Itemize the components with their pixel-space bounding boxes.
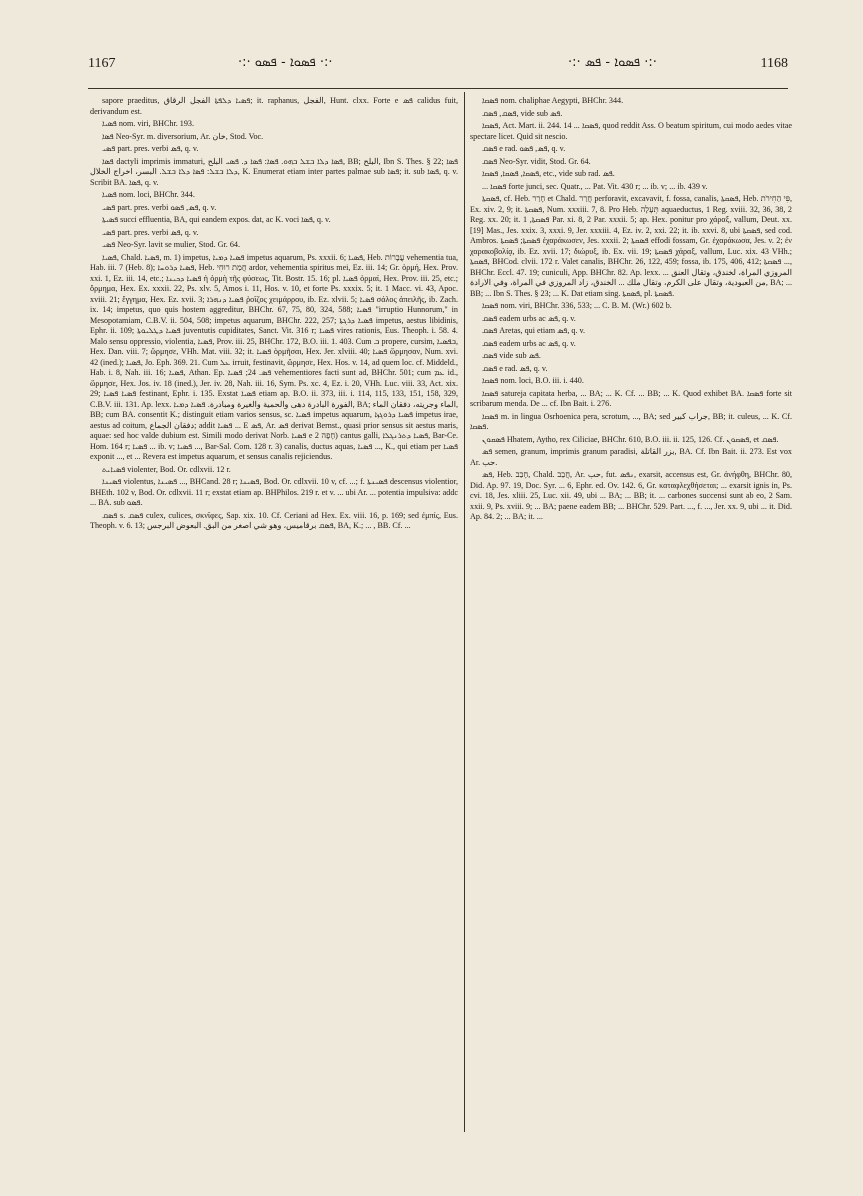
dictionary-entry: ܦܣܩܐ nom. chaliphae Aegypti, BHChr. 344. [482, 96, 624, 105]
left-column [90, 96, 458, 1136]
page-header [88, 52, 788, 78]
dictionary-entry: ܦܣܩ s. ܦܣܩ culex, culices, σκνῖφες, Sap. xix. 10. Cf. Ceriani ad Hex. Ex. viii. 16, p. 169; sed ἐμπίς, Eus. Theoph. v. 6. 13; ܦܣܩ برقاميس، وهو شي اصغر من البق. البعوض البرجس, BA, K.; ... , BB. Cf. ... [90, 510, 458, 530]
left-page-number: 1167 [88, 56, 116, 71]
dictionary-entry: ܦܣܩ e rad. ܦܣ, q. v. [482, 363, 548, 373]
dictionary-entry: sapore praeditus, ܦܣܝܐ ܕܠܦܬܐ الفجل الرقاق; it. raphanus, الفجل, Hunt. clxx. Forte e ܦܣ calidus fuit, derivandum est. [90, 96, 458, 116]
dictionary-entry: ܦܣܝܢܐ violentus, ܦܣܝܢܐ ..., BHCand. 28 r; ܦܣܝܢܐ, Bod. Or. cdlxvii. 10 v, cf. ...; f. ܦܣܝܢܬܐ descensus violentior, BHEth. 102 v, Bod. Or. cdlxvii. 11 r; exstat etiam ap. BHPhilos. 219 r. et v. ... ubi Ar. ... potentia impulsiva: addc ... BA. sub ܦܣܘ. [90, 477, 458, 507]
dictionary-entry: ܦܣܩ e rad. ܦܣ, ܦܣܘ, q. v. [482, 144, 566, 153]
dictionary-entry: ܦܣܝ Neo-Syr. lavit se mulier, Stod. Gr. 64. [102, 240, 241, 249]
header-rule [88, 88, 788, 89]
dictionary-entry: ܦܣ semen, granum, imprimis granum paradisi, بزر القاتلة, BA. Cf. Ibn Bait. ii. 273. Est vox Ar. حب. [470, 447, 792, 467]
dictionary-entry: ܦܣܩܐ nom. viri, BHChr. 336, 533; ... C. B. M. (Wr.) 602 b. [482, 301, 672, 310]
dictionary-entry: ܦܣܩܐ nom. loci, B.O. iii. i. 440. [482, 376, 584, 385]
dictionary-entry: ܦܣܩܐ, Act. Mart. ii. 244. 14 ... ܦܣܩܐ, quod reddit Ass. O beatum spiritum, cui modo aedes vitae spectare licet. Quid sit nescio. [470, 121, 792, 141]
dictionary-entry: ܦܣܝ part. pres. verbi ܦܣ, ܦܣܘ, q. v. [102, 202, 217, 212]
dictionary-entry: ܦܣܩ Neo-Syr. vidit, Stod. Gr. 64. [482, 156, 591, 166]
dictionary-entry: ... ܦܣܩܐ forte junci, sec. Quatr., ... Pat. Vit. 430 r; ... ib. v; ... ib. 439 v. [482, 181, 708, 191]
right-page-number: 1168 [760, 56, 788, 71]
dictionary-entry: ܦܣܩܐ, ܦܣܩܐ, ܦܣܩܐ, etc., vide sub rad. ܦܣ. [482, 169, 615, 178]
dictionary-entry: ܦܣܝܬܐ succi effluentia, BA, qui eandem expos. dat, ac K. voci ܦܣܐ, q. v. [102, 215, 331, 224]
dictionary-entry: ܦܣܩ eadem urbs ac ܦܣ, q. v. [482, 313, 576, 323]
dictionary-entry: ܦܣܩ eadem urbs ac ܦܣ, q. v. [482, 338, 576, 348]
dictionary-entry: ܦܣ, Heb. חָבַב, Chald. חֲבַב, Ar. حب, fut. ܢܦܣ, exarsit, accensus est, Gr. ἀνήφθη, BHChr. 80, Did. Ap. 97. 19, Doc. Syr. ... 6, Ephr. ed. Ov. 142. 6, Gr. καταφλεχθήσεται; ... exarsit ignis in, Ps. cvi. 18, Jes. xliii. 25, Luc. xii. 49, ubi ... BA; ... BB; it. ... carbones succensi sunt ab eo, 2 Sam. xxii. 9, Ps. xviii. 9; ... BA; paene eadem BB; ... BHChr. 529. Part. ..., f. ..., Jer. xx. 9, ubi ... it. Did. Ap. 84. 2; ... BA; it. ... [470, 470, 792, 521]
dictionary-entry: ܦܣܩܐ m. in lingua Osrhoenica pera, scrotum, ..., BA; sed جراب كبير, BB; it. culeus, ... K. Cf. ܦܣܩܐ. [470, 411, 792, 431]
column-divider [464, 92, 465, 1132]
right-running-head: ·:· ܦܣܘܐ - ܦܣ ·:· [568, 55, 657, 70]
dictionary-entry: ܦܣܝܐ nom. loci, BHChr. 344. [102, 190, 195, 199]
dictionary-entry: ܦܣܩܬܐ, cf. Heb. חָרַר et Chald. חֲרַר perforavit, excavavit, f. fossa, canalis, ܦܣܩܬܐ, Heb. פִּי הַחִירֹת, Ex. xiv. 2, 9; it. ܦܣܩܬܐ, Num. xxxiii. 7, 8. Pro Heb. תְּעָלָה aquaeductus, 1 Reg. xviii. 32, 36, 38, 2 Reg. xx. 20; it. ܦܣܩܬܐ, 1 Par. xi. 8, 2 Par. xxxii. 5; ap. Hex. ponitur pro χάραξ, vallum, Deut. xx. [19] Mas., Jes. xxix. 3, xxxi. 9, Jer. xxxiii. 4, Ez. iv. 2, xxi. 22; it. ib. xxvi. 8, ubi ܦܣܩܬܐ, sed cod. Ambros. ܦܣܩܬܐ; ܦܣܩܬܐ ἐχαράκωσεν, Jes. xxxii. 2; ܦܣܩܬܐ effodi fossam, Gr. ἐχαράκωσα, Jes. v. 2; ἐν χαρακοβολίᾳ, ib. Ez. xvii. 17; διώρυξ, ib. Ex. vii. 19; ܦܣܩܬܐ χάραξ, vallum, Luc. xix. 43 VHh.; ܦܣܩܬܐ, BHCod. clvii. 172 r. Valet canalis, BHChr. 26, 122, 459; fossa, ib. 175, 406, 412; ܦܣܩܬܐ ..., BHChr. Eccl. 47. 19; cuniculi, App. BHChr. 82. Ap. lexx. ... المروزي المراة، لخندق، وتقال العنق من العبودية، وتقال على الكرم، وتقال ملك ... الخندق، زاد المروزي في المراة، وفي الارادة, BA; ... BB; ... Ibn S. Thes. § 23; ... K. Dat etiam sing. ܦܣܩܬܐ, pl. ܦܣܩܬܐ. [470, 194, 792, 298]
left-running-head: ·:· ܦܣܘܐ - ܦܣܘ ·:· [238, 55, 333, 70]
dictionary-entry: ܦܣܩܐ satureja capitata herba, ... BA; ... K. Cf. ... BB; ... K. Quod exhibet BA. ܦܣܩܐ forte sit scribarum menda. De ... cf. Ibn Bait. i. 276. [470, 388, 792, 408]
dictionary-entry: ܦܣܝ part. pres. verbi ܦܣ, q. v. [102, 144, 199, 153]
dictionary-entry: ܦܣܩ vide sub ܦܣ. [482, 351, 541, 360]
right-column [470, 96, 792, 1136]
dictionary-entry: ܦܣܝܐܝܬ violenter, Bod. Or. cdlxvii. 12 r. [102, 464, 231, 474]
dictionary-entry: ܦܣܝ part. pres. verbi ܦܣ, q. v. [102, 227, 199, 237]
dictionary-entry: ܦܣܝܐ, Chald. ܦܣܝܐ, m. 1) impetus, ܦܣܝܐ ܕܡܝܐ impetus aquarum, Ps. xxxii. 6; ܦܣܝܐ, Heb. עֲבָרוֹת vehementia tua, Hab. iii. 7 (Heb. 8); ܦܣܝܐ ܕܪܘܚܐ, Heb. חֲמַת רוּחִי ardor, vehementia spiritus mei, Ez. iii. 14; Gr. ὁρμή, Hex. Prov. xxi. 1, Ez. iii. 14, etc.; ܦܣܝܐ ܕܟܝܢܐ ἡ ὁρμὴ τῆς φύσεως, Tit. Bostr. 15. 16; pl. ܦܣܝܐ ὁρμαί, Hex. Prov. iii. 25, etc.; ὅρμημα, Hex. Ex. xxxii. 22, Ps. xlv. 5, Amos i. 11, Hos. v. 10, et forte Ps. xxxix. 5; it. 1 Macc. vi. 43, Apoc. xviii. 21; ἔγγημα, Hex. Ez. xvii. 3; ܦܣܝܐ ܕܢܗܪܐ ῥοῖζος χειμάρρου, ib. Ez. xlvii. 5; ܦܣܝܐ σάλος ἀπειλῆς, ib. Zach. ix. 14; impetus, quo quis hostem aggreditur, BHChr. 67, 75, 80, 324, 588; ܦܣܝܐ "irruptio Hunnorum," in Mesopotamiam, C.B.V. ii. 504, 508; impetus aquarum, BHChr. 222, 257; ܦܣܝܐ ܕܪܓܬܐ impetus, aestus libidinis, Ephr. ii. 109; ܦܣܝܐ ܕܛܠܝܘܬܐ juventutis cupiditates, Sanct. Vit. 316 r; ܦܣܝܐ vires rationis, Eus. Theoph. i. 58. 4. Malo sensu oppressio, violentia, ܦܣܝܐ, Prov. iii. 25, BHChr. 172, B.O. iii. 1. 403. Cum ܒ propere, cursim, ܒܦܣܝܐ, Hex. Dan. viii. 7; ὥρμησε, VHh. Mat. viii. 32; it. ܦܣܝܐ ὁρμῆσαι, Hex. Jer. xlviii. 40; ܦܣܝܐ ὥρμησαν, Num. xvi. 42 (ined.); ܦܣܝܐ, Jo. Eph. 369. 21. Cum ܥܠ irruit, festinavit, ὥρμησε, Hex. Hos. v. 14, ad quem loc. cf. Middeld., Hab. i. 8, Nah. iii. 16; ܦܣܝܐ, Athan. Ep. ܦܣ. 24; ܦܣܝܐ vehementiores facti sunt ad, BHChr. 501; cum ܥܡ id., ὥρμησε, Hex. Jos. iv. 18 (ined.), Jer. iv. 28, Nah. iii. 16, Sym. Ps. xc. 4, Ez. i. 20, VHh. Luc. viii. 33, Act. xix. 29; ܦܣܝܐ ܦܣܝܐ festinant, Ephr. i. 135. Exstat ܦܣܝܐ etiam ap. B.O. ii. 373, iii. i. 114, 115, 133, 151, 158, 329, C.B.V. iii. 131. Ap. lexx. الفورة البادرة دهى والحمية والغيرة ومبادرة. ܦܣܝܐ ܕܡܝܐ, BA; الماء وجريته، دفقان الماء, BB; cum BA. consentit K.; distinguit etiam varios sensus, sc. ܦܣܝܐ impetus aquarum, ܦܣܝܐ ܕܪܘܓܙܐ impetus irae, aestus ad coitum, دفقان الجماع; addit ܦܣܝܐ ... E ܦܣ, Ar. ܦܣ derivat Bernst., quasi prior sensus sit aestus maris, aquae: sed hoc valde dubium est. Simili modo derivat Norb. ܦܣܝܐ e חָפָה 2) cantus galli, ܦܣܝܐ ܕܬܪܢܓܠܐ, Bar-Ce. Hom. 164 r; ܦܣܝܐ ... ib. v; ܦܣܝܐ ..., Bar-Sal. Com. 128 r. 3) canalis, ductus aquas, ܦܣܝܐ ..., K., qui etiam per ܦܣܝܐ exponit ..., et ... Revera est impetus aquarum, et sensus canalis rejiciendus. [90, 252, 458, 461]
dictionary-entry: ܦܣܩ, ܦܣܩ, vide sub ܦܣ. [482, 108, 563, 118]
dictionary-entry: ܦܣܩ Aretas, qui etiam ܦܣ, q. v. [482, 326, 586, 335]
dictionary-entry: ܦܣܩܘܢ Hhatem, Aytho, rex Ciliciae, BHChr. 610, B.O. iii. ii. 125, 126. Cf. ܦܣܩܘܢ, et ܦܣܩ. [482, 434, 779, 444]
dictionary-entry: ܦܣܝܐ nom. viri, BHChr. 193. [102, 119, 195, 128]
dictionary-entry: ܦܣܐ Neo-Syr. m. diversorium, Ar. خان, Stod. Voc. [102, 131, 264, 141]
dictionary-entry: ܦܣܐ dactyli imprimis immaturi, ܦܣܐ ܕܠܐ ܒܫܠ ܒܗܘ. ܦܣܐ: ܦܣܐ ܕ. ܦܣܝ البلح, BB; البلح, Ibn S. Thes. § 22; ܦܣܐ ܕܠܐ ܒܫܠ: ܦܣܐ ܕܠܐ ܒܫܠ. البسر، اخراج الخلال, K. Enumerat etiam inter partes palmae sub ܦܣܐ; it. sub ܦܣܐ, q. v. Scribit BA. ܦܣܐ, q. v. [90, 156, 458, 187]
